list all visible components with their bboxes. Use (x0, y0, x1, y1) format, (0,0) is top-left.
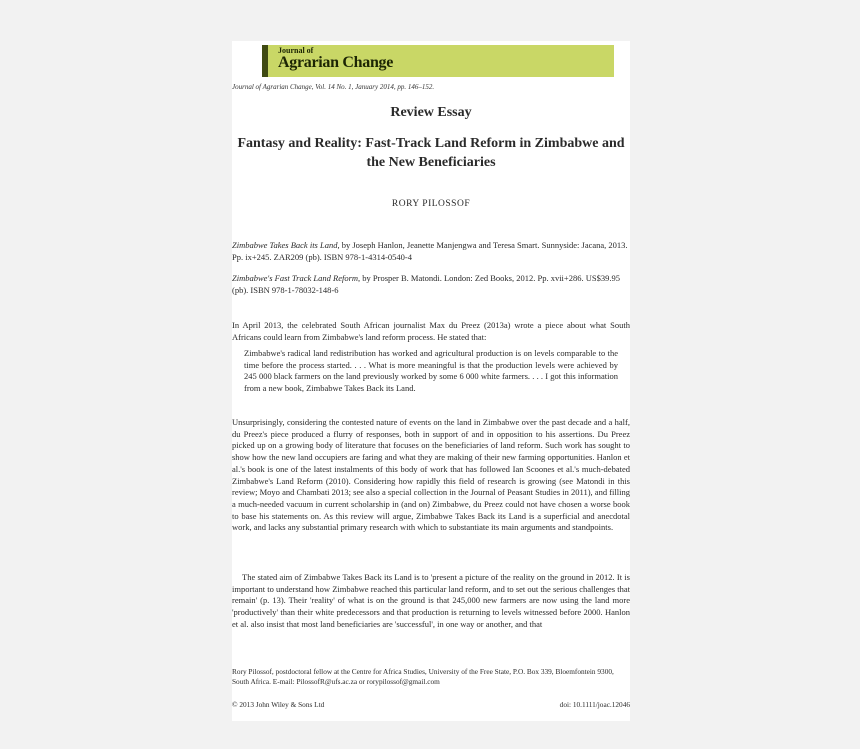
section-label: Review Essay (390, 105, 472, 120)
journal-logo (262, 45, 614, 77)
article-author: RORY PILOSSOF (391, 199, 471, 209)
doi-label: doi: 10.1111/joac.12046 (559, 700, 630, 709)
copyright-notice: © 2013 John Wiley & Sons Ltd (232, 700, 325, 709)
reviewed-book-2 (232, 272, 630, 296)
author-footnote: Rory Pilossof, postdoctoral fellow at the Centre for Africa Studies, University of the Free State, P.O. Box 339, Bloemfontein 9300, South Africa. E-mail: PilossofR@ufs.ac.za or rorypilossof@gmail.com (232, 667, 614, 686)
intro-paragraph: In April 2013, the celebrated South African journalist Max du Preez (2013a) wrote a piece about what South Africans could learn from Zimbabwe's land reform process. He stated that: (232, 320, 630, 342)
logo-main-text: Agrarian Change (278, 54, 394, 71)
book-details: , by Prosper B. Matondi. London: Zed Books, 2012. Pp. xvii+286. US$39.95 (pb). ISBN 978-1-78032-148-6 (232, 273, 620, 295)
body-paragraph: Unsurprisingly, considering the contested nature of events on the land in Zimbabwe over the past decade and a half, du Preez's piece produced a flurry of responses, both in support of and in opposition to his assertions. Du Preez picked up on a growing body of literature that focuses on the beneficiaries of land reform. Such work has sought to show how the new land occupiers are faring and what they are making of their new farming opportunities. Hanlon et al.'s book is one of the latest instalments of this body of work that has followed Ian Scoones et al.'s much-debated Zimbabwe's Land Reform (2010). Considering how rapidly this field of research is growing (see Matondi in this review; Moyo and Chambati 2013; see also a special collection in the Journal of Peasant Studies in 2011), and filling a much-needed vacuum in current scholarship in (and on) Zimbabwe, du Preez could not have chosen a worse book to base his statements on. As this review will argue, Zimbabwe Takes Back its Land is a superficial and anecdotal work, and lacks any substantial primary research with which to substantiate its main arguments and standpoints. (232, 417, 630, 533)
block-quote: Zimbabwe's radical land redistribution has worked and agricultural production is on levels comparable to the time before the process started. . . . What is more meaningful is that the production levels were achieved by 245 000 black farmers on the land previously worked by some 6 000 white farmers. . . . I got this information from a new book, Zimbabwe Takes Back its Land. (244, 348, 618, 393)
article-title: Fantasy and Reality: Fast-Track Land Reform in Zimbabwe and the New Beneficiaries (237, 136, 625, 170)
body-paragraph: The stated aim of Zimbabwe Takes Back its Land is to 'present a picture of the reality on the ground in 2012. It is important to understand how Zimbabwe reached this particular land reform, and to set out the serious challenges that remain' (p. 13). Their 'reality' of what is on the ground is that 245,000 new farmers are now using the land more 'productively' than their white predecessors and that production is returning to levels witnessed before 2000. Hanlon et al. also insist that most land beneficiaries are 'successful', in one way or another, and that (232, 572, 630, 629)
journal-page (232, 41, 630, 721)
book-title: Zimbabwe Takes Back its Land (232, 240, 338, 250)
logo-small-text: Journal of (278, 46, 314, 55)
reviewed-book-1 (232, 239, 630, 263)
journal-citation: Journal of Agrarian Change, Vol. 14 No. 1, January 2014, pp. 146–152. (232, 83, 435, 91)
book-details: , by Joseph Hanlon, Jeanette Manjengwa and Teresa Smart. Sunnyside: Jacana, 2013. Pp. ix+245. ZAR209 (pb). ISBN 978-1-4314-0540-4 (232, 240, 628, 262)
book-title: Zimbabwe's Fast Track Land Reform (232, 273, 359, 283)
